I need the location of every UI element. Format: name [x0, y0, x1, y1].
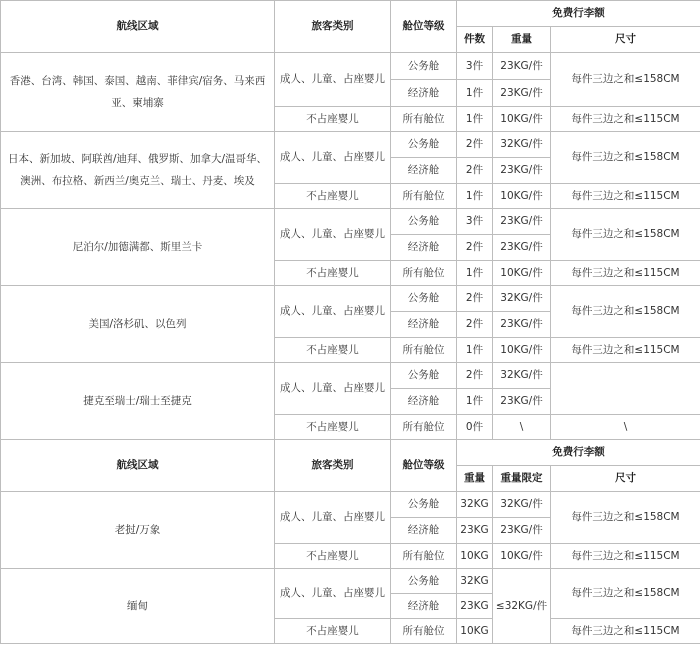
header-size: 尺寸	[551, 466, 700, 492]
cabin-cell: 所有舱位	[391, 544, 457, 569]
passenger-type-cell: 不占座婴儿	[275, 338, 391, 363]
weight-cell: 10KG/件	[493, 338, 551, 363]
cabin-cell: 公务舱	[391, 209, 457, 235]
weight-cell: 32KG/件	[493, 132, 551, 158]
passenger-type-cell: 成人、儿童、占座婴儿	[275, 132, 391, 184]
size-cell: 每件三边之和≤115CM	[551, 261, 700, 286]
passenger-type-cell: 不占座婴儿	[275, 544, 391, 569]
weight-cell: 23KG/件	[493, 389, 551, 415]
cabin-cell: 所有舱位	[391, 261, 457, 286]
cabin-cell: 经济舱	[391, 158, 457, 184]
size-cell: 每件三边之和≤158CM	[551, 286, 700, 338]
size-cell: 每件三边之和≤115CM	[551, 544, 700, 569]
pieces-cell: 2件	[457, 312, 493, 338]
cabin-cell: 所有舱位	[391, 107, 457, 132]
header-pieces: 件数	[457, 27, 493, 53]
weight-limit-cell: 32KG/件	[493, 492, 551, 518]
cabin-cell: 公务舱	[391, 132, 457, 158]
pieces-cell: 2件	[457, 132, 493, 158]
cabin-cell: 公务舱	[391, 286, 457, 312]
weight-cell: 23KG	[457, 594, 493, 619]
header-cabin-class: 舱位等级	[391, 440, 457, 492]
size-cell: 每件三边之和≤158CM	[551, 209, 700, 261]
cabin-cell: 公务舱	[391, 363, 457, 389]
size-cell: 每件三边之和≤115CM	[551, 184, 700, 209]
header-free-allowance: 免费行李额	[457, 440, 700, 466]
cabin-cell: 经济舱	[391, 518, 457, 544]
weight-cell: 23KG/件	[493, 53, 551, 80]
weight-cell: 10KG/件	[493, 184, 551, 209]
cabin-cell: 所有舱位	[391, 184, 457, 209]
cabin-cell: 经济舱	[391, 594, 457, 619]
cabin-cell: 经济舱	[391, 80, 457, 107]
cabin-cell: 经济舱	[391, 312, 457, 338]
passenger-type-cell: 成人、儿童、占座婴儿	[275, 209, 391, 261]
header-free-allowance: 免费行李额	[457, 1, 700, 27]
passenger-type-cell: 成人、儿童、占座婴儿	[275, 492, 391, 544]
weight-cell: 32KG	[457, 569, 493, 594]
cabin-cell: 经济舱	[391, 235, 457, 261]
passenger-type-cell: 成人、儿童、占座婴儿	[275, 286, 391, 338]
region-cell: 老挝/万象	[1, 492, 275, 569]
size-cell: 每件三边之和≤115CM	[551, 619, 700, 644]
region-cell: 日本、新加坡、阿联酋/迪拜、俄罗斯、加拿大/温哥华、澳洲、布拉格、新西兰/奥克兰、瑞士、丹麦、埃及	[1, 132, 275, 209]
size-cell: 每件三边之和≤158CM	[551, 132, 700, 184]
weight-cell: 23KG	[457, 518, 493, 544]
weight-limit-cell: ≤32KG/件	[493, 569, 551, 644]
weight-cell: 23KG/件	[493, 235, 551, 261]
weight-cell: 10KG/件	[493, 261, 551, 286]
cabin-cell: 所有舱位	[391, 619, 457, 644]
pieces-cell: 2件	[457, 235, 493, 261]
region-cell: 捷克至瑞士/瑞士至捷克	[1, 363, 275, 440]
header-weight: 重量	[493, 27, 551, 53]
passenger-type-cell: 不占座婴儿	[275, 619, 391, 644]
passenger-type-cell: 成人、儿童、占座婴儿	[275, 53, 391, 107]
passenger-type-cell: 不占座婴儿	[275, 261, 391, 286]
weight-cell: 32KG/件	[493, 363, 551, 389]
region-cell: 缅甸	[1, 569, 275, 644]
weight-cell: 10KG	[457, 544, 493, 569]
weight-cell: 23KG/件	[493, 312, 551, 338]
header-cabin-class: 舱位等级	[391, 1, 457, 53]
size-cell: 每件三边之和≤115CM	[551, 107, 700, 132]
pieces-cell: 2件	[457, 363, 493, 389]
region-cell: 香港、台湾、韩国、泰国、越南、菲律宾/宿务、马来西亚、柬埔寨	[1, 53, 275, 132]
pieces-cell: 1件	[457, 389, 493, 415]
cabin-cell: 公务舱	[391, 53, 457, 80]
weight-cell: 23KG/件	[493, 80, 551, 107]
region-cell: 美国/洛杉矶、以色列	[1, 286, 275, 363]
passenger-type-cell: 不占座婴儿	[275, 184, 391, 209]
cabin-cell: 所有舱位	[391, 338, 457, 363]
passenger-type-cell: 不占座婴儿	[275, 415, 391, 440]
weight-cell: \	[493, 415, 551, 440]
passenger-type-cell: 成人、儿童、占座婴儿	[275, 363, 391, 415]
weight-cell: 23KG/件	[493, 158, 551, 184]
cabin-cell: 所有舱位	[391, 415, 457, 440]
pieces-cell: 1件	[457, 261, 493, 286]
cabin-cell: 公务舱	[391, 569, 457, 594]
size-cell: 每件三边之和≤158CM	[551, 569, 700, 619]
header-weight-limit: 重量限定	[493, 466, 551, 492]
pieces-cell: 1件	[457, 184, 493, 209]
weight-cell: 32KG	[457, 492, 493, 518]
size-cell: 每件三边之和≤158CM	[551, 53, 700, 107]
pieces-cell: 1件	[457, 107, 493, 132]
header-passenger-type: 旅客类别	[275, 440, 391, 492]
pieces-cell: 2件	[457, 286, 493, 312]
pieces-cell: 3件	[457, 209, 493, 235]
weight-cell: 23KG/件	[493, 209, 551, 235]
header-region: 航线区域	[1, 1, 275, 53]
header-passenger-type: 旅客类别	[275, 1, 391, 53]
size-cell: \	[551, 415, 700, 440]
region-cell: 尼泊尔/加德满都、斯里兰卡	[1, 209, 275, 286]
header-region: 航线区域	[1, 440, 275, 492]
size-cell	[551, 363, 700, 415]
passenger-type-cell: 成人、儿童、占座婴儿	[275, 569, 391, 619]
header-weight: 重量	[457, 466, 493, 492]
pieces-cell: 2件	[457, 158, 493, 184]
pieces-cell: 0件	[457, 415, 493, 440]
size-cell: 每件三边之和≤158CM	[551, 492, 700, 544]
weight-cell: 10KG	[457, 619, 493, 644]
weight-limit-cell: 10KG/件	[493, 544, 551, 569]
cabin-cell: 经济舱	[391, 389, 457, 415]
weight-limit-cell: 23KG/件	[493, 518, 551, 544]
weight-cell: 32KG/件	[493, 286, 551, 312]
weight-cell: 10KG/件	[493, 107, 551, 132]
size-cell: 每件三边之和≤115CM	[551, 338, 700, 363]
pieces-cell: 1件	[457, 338, 493, 363]
cabin-cell: 公务舱	[391, 492, 457, 518]
header-size: 尺寸	[551, 27, 700, 53]
passenger-type-cell: 不占座婴儿	[275, 107, 391, 132]
pieces-cell: 1件	[457, 80, 493, 107]
pieces-cell: 3件	[457, 53, 493, 80]
